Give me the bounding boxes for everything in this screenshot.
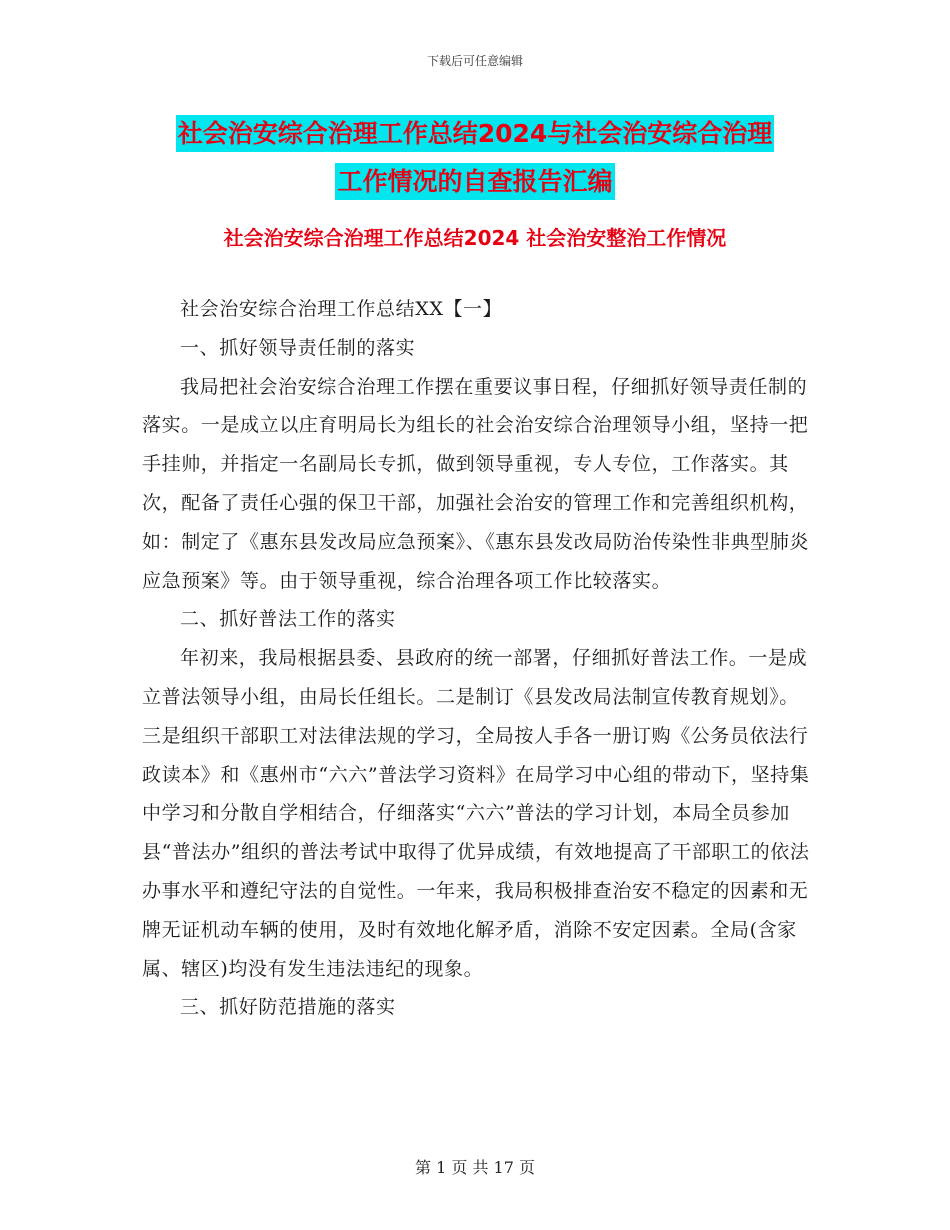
document-title: [0, 110, 950, 206]
heading-2: 二、抓好普法工作的落实: [180, 608, 396, 631]
page-footer: 第 1 页 共 17 页: [415, 1158, 535, 1177]
heading-1: 一、抓好领导责任制的落实: [180, 336, 416, 359]
paragraph: 我局把社会治安综合治理工作摆在重要议事日程，仔细抓好领导责任制的落实。一是成立以庄育明局长为组长的社会治安综合治理领导小组，坚持一把手挂帅，并指定一名副局长专抓，做到领导重视，专人专位，工作落实。其次，配备了责任心强的保卫干部，加强社会治安的管理工作和完善组织机构，如：制定了《惠东县发改局应急预案》、《惠东县发改局防治传染性非典型肺炎应急预案》等。由于领导重视，综合治理各项工作比较落实。: [142, 375, 810, 592]
heading-3: 三、抓好防范措施的落实: [180, 996, 396, 1019]
header-note: 下载后可任意编辑: [426, 54, 523, 68]
section-title: 社会治安综合治理工作总结2024 社会治安整治工作情况: [223, 226, 727, 250]
paragraph: 年初来，我局根据县委、县政府的统一部署，仔细抓好普法工作。一是成立普法领导小组，由局长任组长。二是制订《县发改局法制宣传教育规划》。三是组织干部职工对法律法规的学习，全局按人手各一册订购《公务员依法行政读本》和《惠州市“六六”普法学习资料》在局学习中心组的带动下，坚持集中学习和分散自学相结合，仔细落实“六六”普法的学习计划，本局全员参加县“普法办”组织的普法考试中取得了优异成绩，有效地提高了干部职工的依法办事水平和遵纪守法的自觉性。一年来，我局积极排查治安不稳定的因素和无牌无证机动车辆的使用，及时有效地化解矛盾，消除不安定因素。全局(含家属、辖区)均没有发生违法违纪的现象。: [142, 647, 810, 980]
title-line-1: 社会治安综合治理工作总结2024与社会治安综合治理: [176, 115, 775, 152]
title-line-2: 工作情况的自查报告汇编: [335, 163, 614, 200]
document-body: [142, 290, 812, 1027]
paragraph-subtitle: 社会治安综合治理工作总结XX【一】: [180, 298, 503, 320]
